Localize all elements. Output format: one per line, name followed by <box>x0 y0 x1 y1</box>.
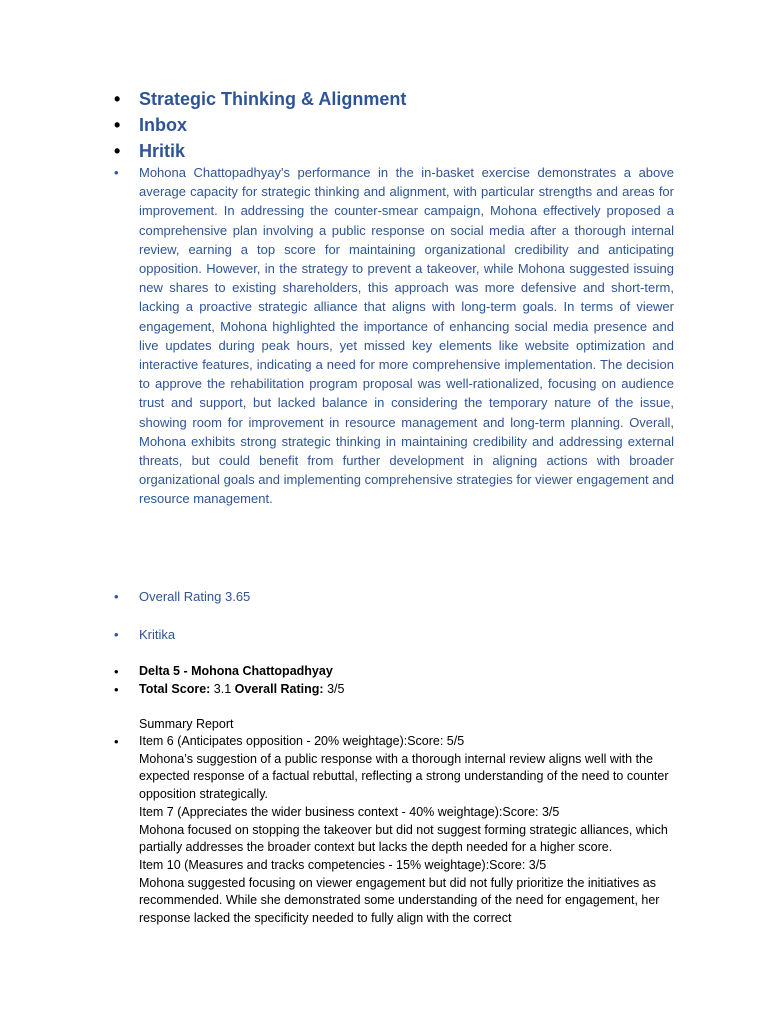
heading-hritik: • Hritik <box>139 138 674 164</box>
bullet-icon: • <box>114 682 119 697</box>
bullet-icon: • <box>114 141 121 161</box>
bullet-icon: • <box>114 664 119 679</box>
summary-item: Mohona suggested focusing on viewer engagement but did not fully prioritize the initiatives as recommended. While she demonstrated some understanding of the need for engagement, her response lacked the specificity needed to fully align with the correct <box>139 875 660 926</box>
summary-report-title: Summary Report <box>139 717 234 731</box>
heading-inbox: • Inbox <box>139 112 674 138</box>
summary-item: Item 6 (Anticipates opposition - 20% weightage):Score: 5/5 <box>139 734 465 748</box>
kritika-label: • Kritika <box>114 627 176 642</box>
bullet-icon: • <box>114 589 119 604</box>
delta-title: • Delta 5 - Mohona Chattopadhyay <box>114 664 333 679</box>
summary-item: Mohona’s suggestion of a public response with a thorough internal review aligns well with the expected response of a factual rebuttal, reflecting a strong understanding of the need to counter opposition strategically. <box>139 751 669 802</box>
bullet-icon: • <box>114 89 121 109</box>
bullet-icon: • <box>114 115 121 135</box>
summary-items <box>114 733 674 928</box>
summary-item: Item 10 (Measures and tracks competencies - 15% weightage):Score: 3/5 <box>139 857 547 872</box>
summary-item: Item 7 (Appreciates the wider business context - 40% weightage):Score: 3/5 <box>139 804 560 819</box>
heading-strategic-thinking: • Strategic Thinking & Alignment <box>139 86 674 112</box>
overall-rating-line: • Overall Rating 3.65 <box>114 589 251 604</box>
summary-item: Mohona focused on stopping the takeover but did not suggest forming strategic alliances, which partially addresses the broader context but lacks the depth needed for a higher score. <box>139 822 668 855</box>
bullet-icon: • <box>114 627 119 642</box>
hritik-assessment-paragraph: • Mohona Chattopadhyay's performance in the in-basket exercise demonstrates a above average capacity for strategic thinking and alignment, with particular strengths and areas for improvement. In addressing the counter-smear campaign, Mohona effectively proposed a comprehensive plan involving a public response on social media after a thorough internal review, earning a top score for maintaining organizational credibility and anticipating opposition. However, in the strategy to prevent a takeover, while Mohona suggested issuing new shares to existing shareholders, this approach was more defensive and short-term, lacking a proactive strategic alliance that aligns with long-term goals. In terms of viewer engagement, Mohona highlighted the importance of enhancing social media presence and live updates during peak hours, yet missed key elements like website optimization and interactive features, indicating a need for more comprehensive implementation. The decision to approve the rehabilitation program proposal was well-rationalized, focusing on audience trust and support, but lacked balance in considering the temporary nature of the issue, showing room for improvement in resource management and long-term planning. Overall, Mohona exhibits strong strategic thinking in maintaining credibility and addressing external threats, but could benefit from further development in aligning actions with broader organizational goals and implementing comprehensive strategies for viewer engagement and resource management. <box>114 165 674 507</box>
bullet-icon: • <box>114 734 119 749</box>
bullet-icon: • <box>114 165 119 180</box>
score-line: • Total Score: 3.1 Overall Rating: 3/5 <box>114 682 345 697</box>
